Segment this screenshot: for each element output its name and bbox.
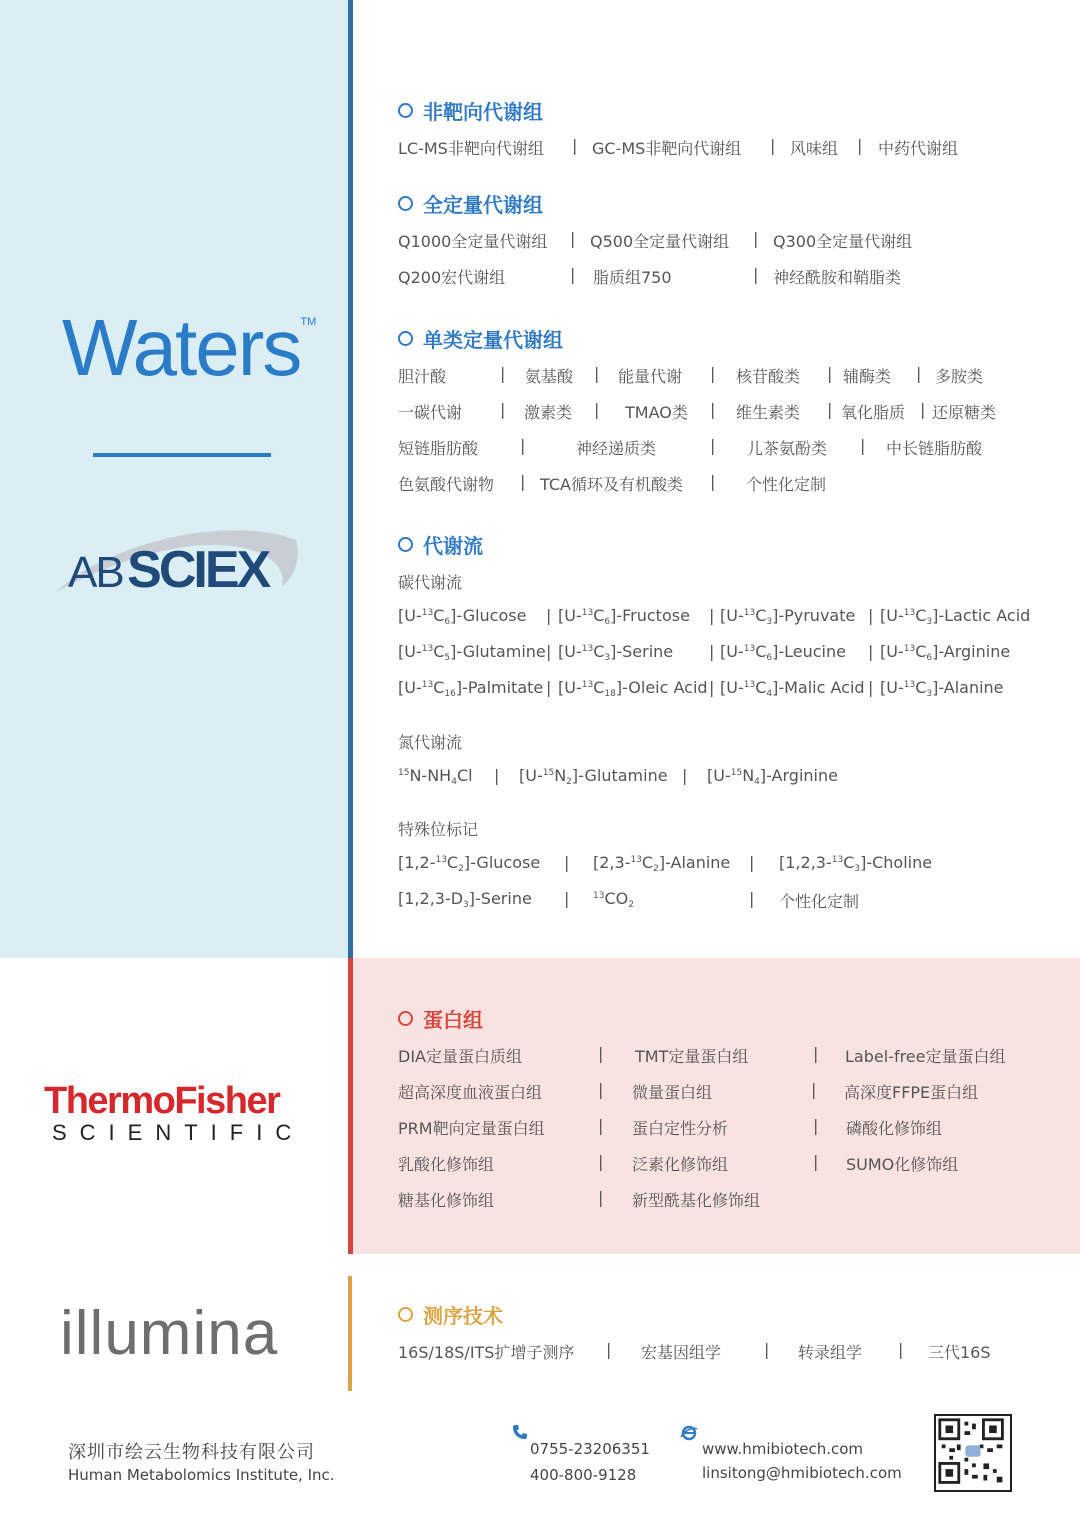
list-item: 个性化定制 [779,892,860,911]
isotope-item: $[U-^{13}C_{16}]$-Palmitate [398,678,544,699]
isotope-item: $[U-^{13}C_3]$-Serine [558,642,674,663]
separator: | [500,364,506,383]
list-item: 个性化定制 [746,475,827,494]
separator: | [682,766,688,785]
separator: | [709,606,715,625]
separator: | [520,472,526,491]
separator: | [546,678,552,697]
isotope-item: $[U-^{13}C_3]$-Pyruvate [720,606,856,627]
separator: | [916,364,922,383]
ring-bullet-icon [398,1307,413,1322]
list-item: 还原糖类 [932,403,997,422]
isotope-item: $[U-^{13}C_5]$-Glutamine [398,642,546,663]
list-item: Label-free定量蛋白组 [845,1047,1006,1066]
separator: | [494,766,500,785]
isotope-item: $[U-^{13}C_6]$-Leucine [720,642,846,663]
isotope-item: $[U-^{15}N_2]$-Glutamine [519,766,668,787]
isotope-item: $[U-^{13}C_3]$-Alanine [880,678,1004,699]
ring-bullet-icon [398,537,413,552]
isotope-item: $[1,2,3-D_3]$-Serine [398,889,532,910]
list-item: Q500全定量代谢组 [590,232,730,251]
list-item: 蛋白定性分析 [632,1119,729,1138]
ring-bullet-icon [398,103,413,118]
separator: | [570,229,576,248]
list-item: 激素类 [524,403,573,422]
separator: | [813,1044,819,1063]
separator: | [598,1080,604,1099]
separator: | [546,606,552,625]
list-item: 氨基酸 [525,367,574,386]
list-item: 辅酶类 [843,367,892,386]
logo-divider [93,453,271,457]
list-item: 转录组学 [798,1343,863,1362]
separator: | [598,1152,604,1171]
section-title-sequencing: 测序技术 [398,1300,503,1329]
separator: | [811,1080,817,1099]
list-item: 多胺类 [935,367,984,386]
list-item: 泛素化修饰组 [632,1155,729,1174]
ring-bullet-icon [398,1011,413,1026]
ring-bullet-icon [398,196,413,211]
isotope-item: $[U-^{13}C_6]$-Glucose [398,606,527,627]
separator: | [709,642,715,661]
isotope-item: $[U-^{13}C_6]$-Fructose [558,606,690,627]
separator: | [546,642,552,661]
separator: | [813,1116,819,1135]
separator: | [860,436,866,455]
separator: | [564,889,570,908]
isotope-item: $^{15}N-NH_4Cl$ [398,766,473,787]
company-name-cn: 深圳市绘云生物科技有限公司 [68,1442,315,1463]
list-item: 风味组 [790,139,839,158]
blue-vertical-rule [348,0,353,958]
isotope-item: $[1,2-^{13}C_2]$-Glucose [398,853,541,874]
illumina-logo: illumina [60,1299,279,1368]
list-item: 短链脂肪酸 [398,439,479,458]
section-title-quant: 全定量代谢组 [398,189,543,218]
separator: | [770,136,776,155]
list-item: 维生素类 [736,403,801,422]
phone-number-1[interactable]: 0755-23206351 [530,1440,650,1458]
thermofisher-logo: ThermoFisher [44,1080,280,1122]
separator: | [857,136,863,155]
isotope-item: $[U-^{13}C_4]$-Malic Acid [720,678,865,699]
left-brand-panel [0,0,350,958]
isotope-item: $[1,2,3-^{13}C_3]$-Choline [779,853,933,874]
isotope-item: $[U-^{15}N_4]$-Arginine [707,766,838,787]
isotope-item: $[2,3-^{13}C_2]$-Alanine [593,853,731,874]
list-item: 核苷酸类 [736,367,801,386]
separator: | [764,1340,770,1359]
separator: | [598,1116,604,1135]
separator: | [500,400,506,419]
website-link[interactable]: www.hmibiotech.com [702,1440,864,1458]
isotope-item: $[U-^{13}C_3]$-Lactic Acid [880,606,1031,627]
special-label-subtitle: 特殊位标记 [398,820,479,839]
separator: | [868,678,874,697]
list-item: TMAO类 [625,403,688,422]
separator: | [594,400,600,419]
list-item: 色氨酸代谢物 [398,475,495,494]
separator: | [898,1340,904,1359]
separator: | [520,436,526,455]
list-item: LC-MS非靶向代谢组 [398,139,544,158]
list-item: 三代16S [928,1343,991,1362]
ring-bullet-icon [398,331,413,346]
list-item: TMT定量蛋白组 [635,1047,749,1066]
section-title-untargeted: 非靶向代谢组 [398,96,543,125]
separator: | [564,853,570,872]
separator: | [598,1044,604,1063]
isotope-item: $^{13}CO_2$ [593,889,634,910]
separator: | [749,889,755,908]
list-item: 宏基因组学 [641,1343,722,1362]
list-item: Q200宏代谢组 [398,268,506,287]
list-item: 新型酰基化修饰组 [632,1191,761,1210]
list-item: PRM靶向定量蛋白组 [398,1119,545,1138]
separator: | [570,265,576,284]
waters-logo: Waters™ [62,303,317,392]
separator: | [827,400,833,419]
list-item: DIA定量蛋白质组 [398,1047,522,1066]
section-title-flux: 代谢流 [398,530,483,559]
separator: | [753,229,759,248]
separator: | [710,364,716,383]
list-item: 磷酸化修饰组 [846,1119,943,1138]
separator: | [710,472,716,491]
list-item: 能量代谢 [618,367,683,386]
gold-vertical-rule [348,1276,352,1391]
absciex-logo: AB SCIEX [68,541,269,599]
qr-code-icon[interactable] [934,1414,1012,1492]
list-item: 糖基化修饰组 [398,1191,495,1210]
section-title-single: 单类定量代谢组 [398,324,563,353]
phone-number-2[interactable]: 400-800-9128 [530,1466,637,1484]
list-item: 一碳代谢 [398,403,463,422]
list-item: 微量蛋白组 [632,1083,713,1102]
list-item: 胆汁酸 [398,367,447,386]
company-name-en: Human Metabolomics Institute, Inc. [68,1466,335,1484]
separator: | [868,606,874,625]
separator: | [920,400,926,419]
separator: | [827,364,833,383]
phone-icon [512,1424,528,1440]
separator: | [709,678,715,697]
list-item: Q300全定量代谢组 [773,232,913,251]
separator: | [572,136,578,155]
email-link[interactable]: linsitong@hmibiotech.com [702,1464,902,1482]
separator: | [868,642,874,661]
list-item: 中长链脂肪酸 [886,439,983,458]
list-item: 脂质组750 [593,268,672,287]
list-item: SUMO化修饰组 [846,1155,959,1174]
list-item: 儿茶氨酚类 [747,439,828,458]
separator: | [598,1188,604,1207]
list-item: TCA循环及有机酸类 [540,475,683,494]
isotope-item: $[U-^{13}C_{18}]$-Oleic Acid [558,678,708,699]
nitrogen-flux-subtitle: 氮代谢流 [398,733,463,752]
section-title-proteome: 蛋白组 [398,1004,483,1033]
separator: | [753,265,759,284]
list-item: 超高深度血液蛋白组 [398,1083,543,1102]
globe-icon [680,1424,698,1442]
separator: | [594,364,600,383]
isotope-item: $[U-^{13}C_6]$-Arginine [880,642,1011,663]
list-item: 神经酰胺和鞘脂类 [773,268,902,287]
carbon-flux-subtitle: 碳代谢流 [398,573,463,592]
list-item: Q1000全定量代谢组 [398,232,548,251]
thermofisher-scientific-wordmark: SCIENTIFIC [52,1120,305,1145]
separator: | [606,1340,612,1359]
red-vertical-rule [348,958,353,1254]
list-item: GC-MS非靶向代谢组 [592,139,742,158]
separator: | [710,400,716,419]
list-item: 神经递质类 [576,439,657,458]
separator: | [749,853,755,872]
separator: | [710,436,716,455]
list-item: 乳酸化修饰组 [398,1155,495,1174]
separator: | [813,1152,819,1171]
list-item: 高深度FFPE蛋白组 [844,1083,979,1102]
list-item: 16S/18S/ITS扩增子测序 [398,1343,575,1362]
list-item: 中药代谢组 [878,139,959,158]
list-item: 氧化脂质 [841,403,906,422]
